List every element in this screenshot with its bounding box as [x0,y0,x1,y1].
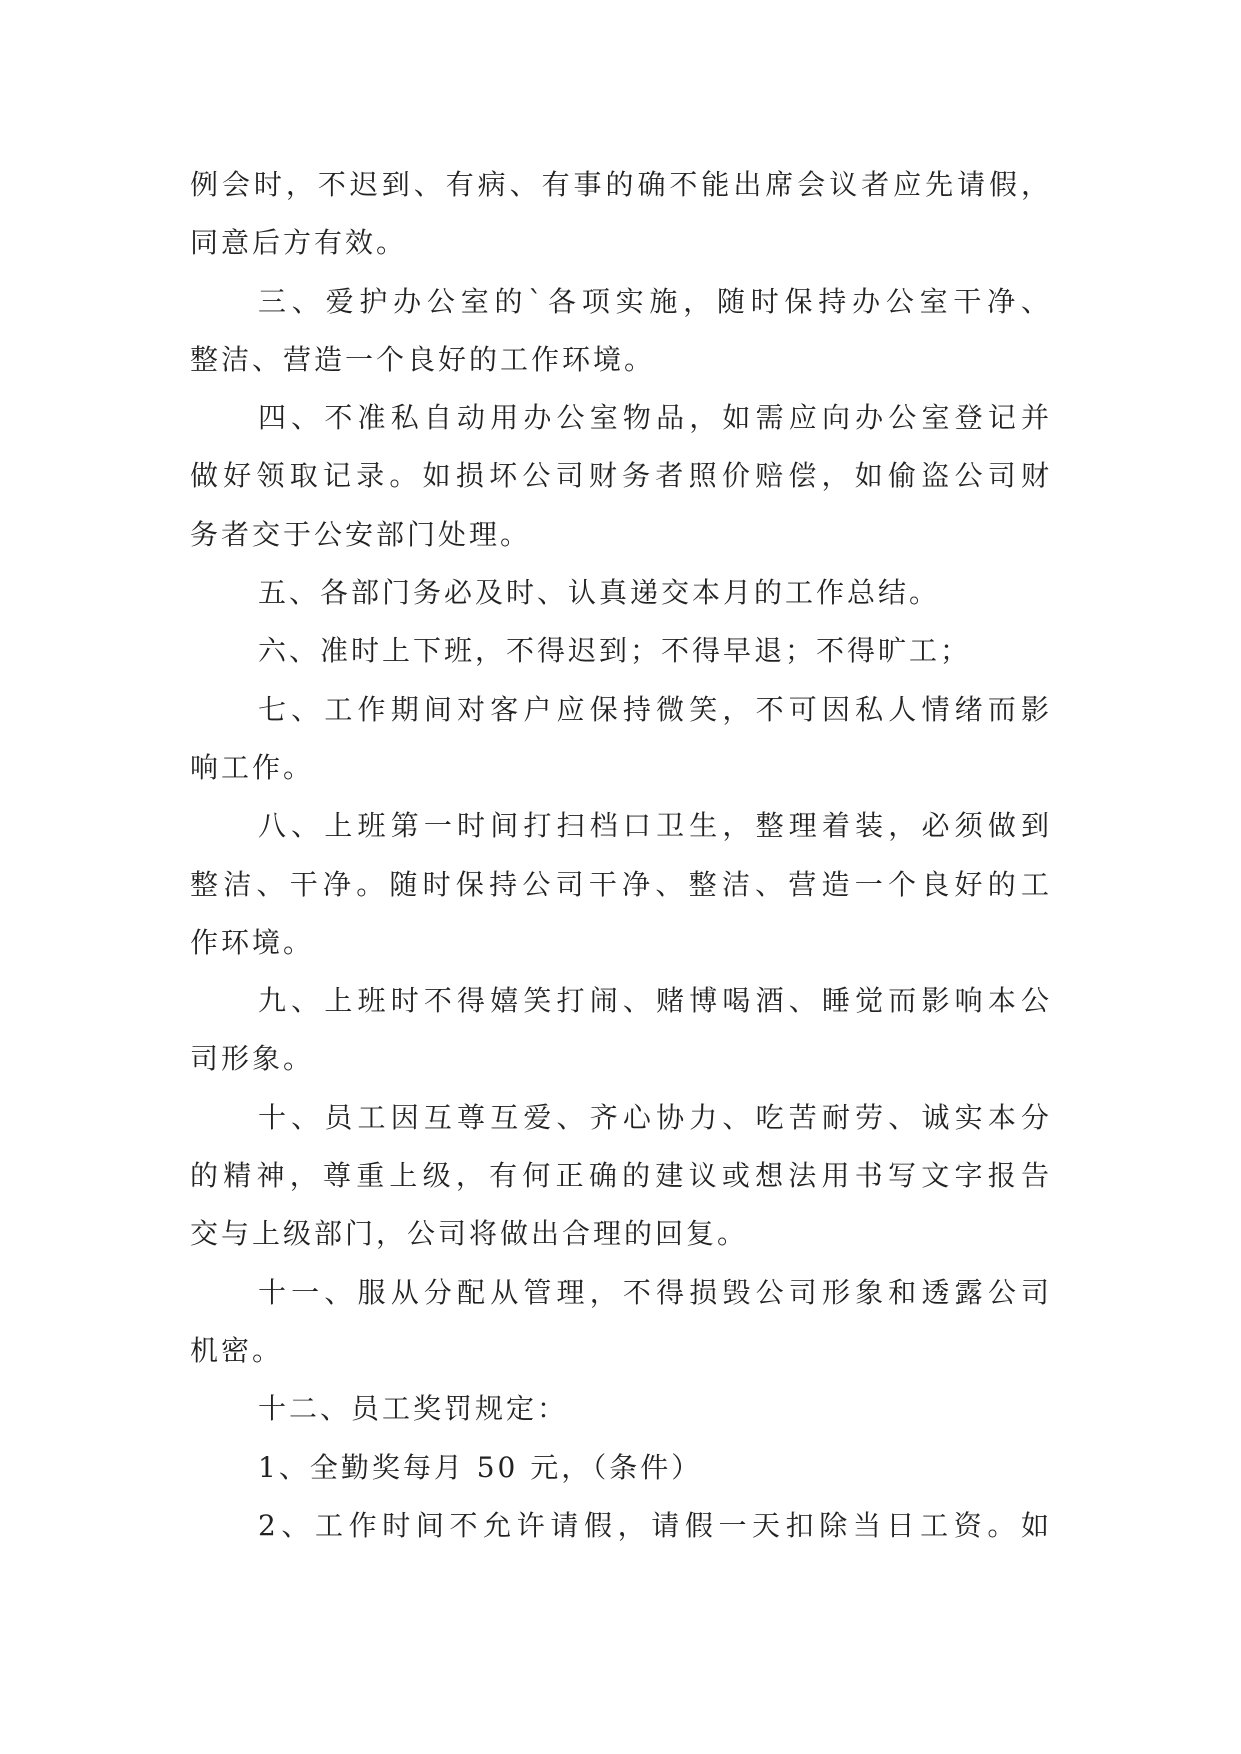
paragraph-line: 七、工作期间对客户应保持微笑，不可因私人情绪而影 [258,692,1052,726]
paragraph-rule-5 [190,564,1052,622]
paragraph-line: 作环境。 [190,925,315,959]
paragraph-line: 整洁、干净。随时保持公司干净、整洁、营造一个良好的工 [190,867,1052,901]
paragraph-line: 司形象。 [190,1042,315,1076]
paragraph-rule-4 [190,389,1052,564]
paragraph-reward-2 [190,1497,1052,1555]
paragraph-rule-9 [190,972,1052,1089]
paragraph-line: 的精神，尊重上级，有何正确的建议或想法用书写文字报告 [190,1159,1052,1193]
paragraph-line: 九、上班时不得嬉笑打闹、赌博喝酒、睡觉而影响本公 [258,984,1052,1018]
paragraph-rule-12-heading [190,1380,1052,1438]
paragraph-meeting-continued [190,156,1052,273]
paragraph-line: 响工作。 [190,750,315,784]
paragraph-line: 四、不准私自动用办公室物品，如需应向办公室登记并 [258,401,1052,435]
paragraph-rule-6 [190,622,1052,680]
paragraph-rule-3 [190,273,1052,390]
paragraph-line: 十二、员工奖罚规定： [258,1392,569,1426]
paragraph-line: 整洁、营造一个良好的工作环境。 [190,342,656,376]
paragraph-line: 机密。 [190,1333,284,1367]
paragraph-line: 八、上班第一时间打扫档口卫生，整理着装，必须做到 [258,809,1052,843]
paragraph-line: 六、准时上下班，不得迟到；不得早退；不得旷工； [258,634,972,668]
paragraph-line: 三、爱护办公室的`各项实施，随时保持办公室干净、 [258,284,1052,318]
paragraph-line: 务者交于公安部门处理。 [190,517,532,551]
paragraph-line: 同意后方有效。 [190,226,408,260]
paragraph-line: 十一、服从分配从管理，不得损毁公司形象和透露公司 [258,1275,1052,1309]
paragraph-line: 五、各部门务必及时、认真递交本月的工作总结。 [258,576,941,610]
paragraph-rule-7 [190,681,1052,798]
paragraph-line: 交与上级部门，公司将做出合理的回复。 [190,1217,749,1251]
paragraph-reward-1 [190,1439,1052,1497]
document-body [190,156,1052,1555]
paragraph-line: 做好领取记录。如损坏公司财务者照价赔偿，如偷盗公司财 [190,459,1052,493]
paragraph-line: 十、员工因互尊互爱、齐心协力、吃苦耐劳、诚实本分 [258,1100,1052,1134]
paragraph-line: 例会时，不迟到、有病、有事的确不能出席会议者应先请假， [190,168,1052,201]
paragraph-rule-8 [190,797,1052,972]
paragraph-rule-10 [190,1089,1052,1264]
paragraph-line: 2、工作时间不允许请假，请假一天扣除当日工资。如 [258,1508,1052,1542]
paragraph-line: 1、全勤奖每月 50 元，（条件） [258,1450,703,1484]
paragraph-rule-11 [190,1264,1052,1381]
